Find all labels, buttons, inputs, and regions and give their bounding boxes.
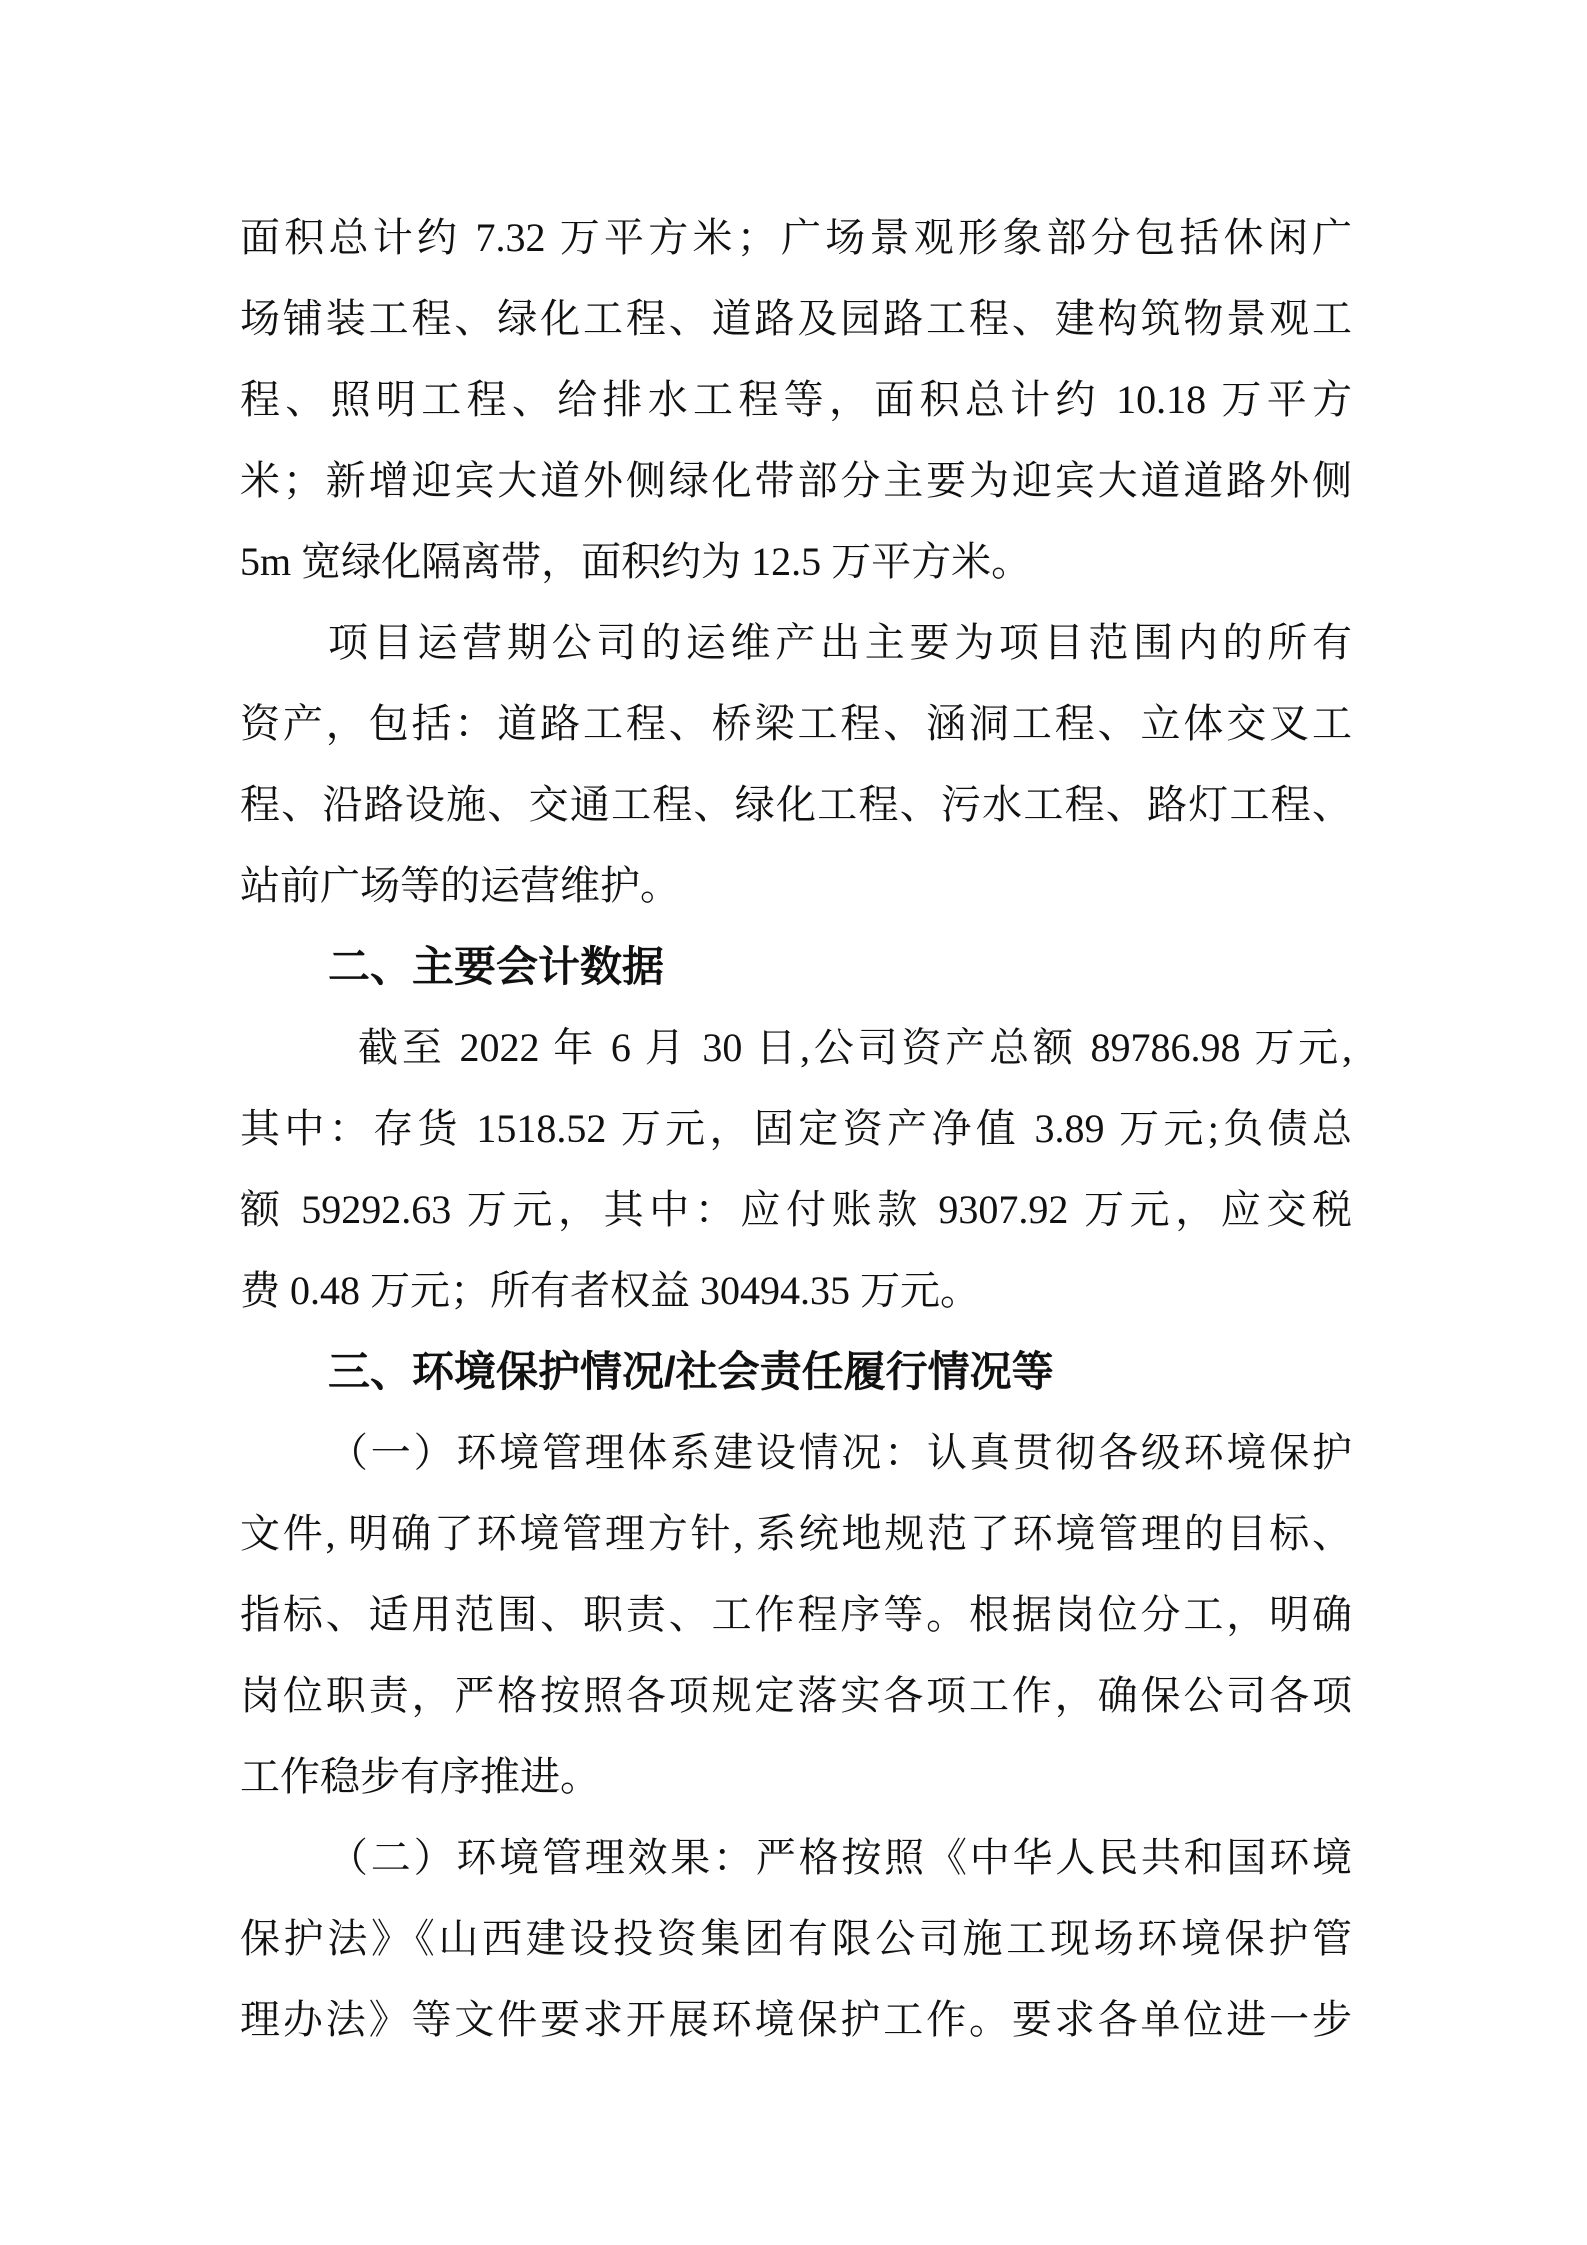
paragraph-env-management-effect (240, 1817, 1352, 2060)
text-line: 理办法》等文件要求开展环境保护工作。要求各单位进一步 (240, 1997, 1352, 2042)
paragraph-operation-output (240, 602, 1352, 926)
text-line: 米；新增迎宾大道外侧绿化带部分主要为迎宾大道道路外侧 (240, 458, 1352, 503)
text-line: 其中：存货 1518.52 万元，固定资产净值 3.89 万元;负债总 (240, 1106, 1352, 1151)
text-line: （二）环境管理效果：严格按照《中华人民共和国环境 (328, 1835, 1352, 1880)
text-line: 指标、适用范围、职责、工作程序等。根据岗位分工，明确 (240, 1592, 1352, 1637)
text-line: 程、照明工程、给排水工程等，面积总计约 10.18 万平方 (240, 377, 1352, 422)
document-body (240, 197, 1352, 2060)
paragraph-project-scope (240, 197, 1352, 602)
text-line: （一）环境管理体系建设情况：认真贯彻各级环境保护 (328, 1430, 1352, 1475)
text-line: 工作稳步有序推进。 (240, 1754, 600, 1799)
text-line: 场铺装工程、绿化工程、道路及园路工程、建构筑物景观工 (240, 296, 1352, 341)
text-line: 费 0.48 万元；所有者权益 30494.35 万元。 (240, 1268, 980, 1313)
text-line: 保护法》《山西建设投资集团有限公司施工现场环境保护管 (240, 1916, 1352, 1961)
section-heading-accounting-data: 二、主要会计数据 (328, 943, 665, 990)
text-line: 截至 2022 年 6 月 30 日,公司资产总额 89786.98 万元, (358, 1025, 1352, 1070)
paragraph-env-management-system (240, 1412, 1352, 1817)
text-line: 资产，包括：道路工程、桥梁工程、涵洞工程、立体交叉工 (240, 701, 1352, 746)
paragraph-accounting-figures (240, 1007, 1352, 1331)
section-heading-environment: 三、环境保护情况/社会责任履行情况等 (328, 1348, 1054, 1395)
text-line: 面积总计约 7.32 万平方米；广场景观形象部分包括休闲广 (240, 215, 1352, 260)
text-line: 岗位职责，严格按照各项规定落实各项工作，确保公司各项 (240, 1673, 1352, 1718)
text-line: 站前广场等的运营维护。 (240, 863, 680, 908)
text-line: 额 59292.63 万元，其中：应付账款 9307.92 万元，应交税 (240, 1187, 1352, 1232)
text-line: 5m 宽绿化隔离带，面积约为 12.5 万平方米。 (240, 539, 1032, 584)
text-line: 项目运营期公司的运维产出主要为项目范围内的所有 (328, 620, 1352, 665)
text-line: 程、沿路设施、交通工程、绿化工程、污水工程、路灯工程、 (240, 782, 1352, 827)
text-line: 文件, 明确了环境管理方针, 系统地规范了环境管理的目标、 (240, 1511, 1352, 1556)
